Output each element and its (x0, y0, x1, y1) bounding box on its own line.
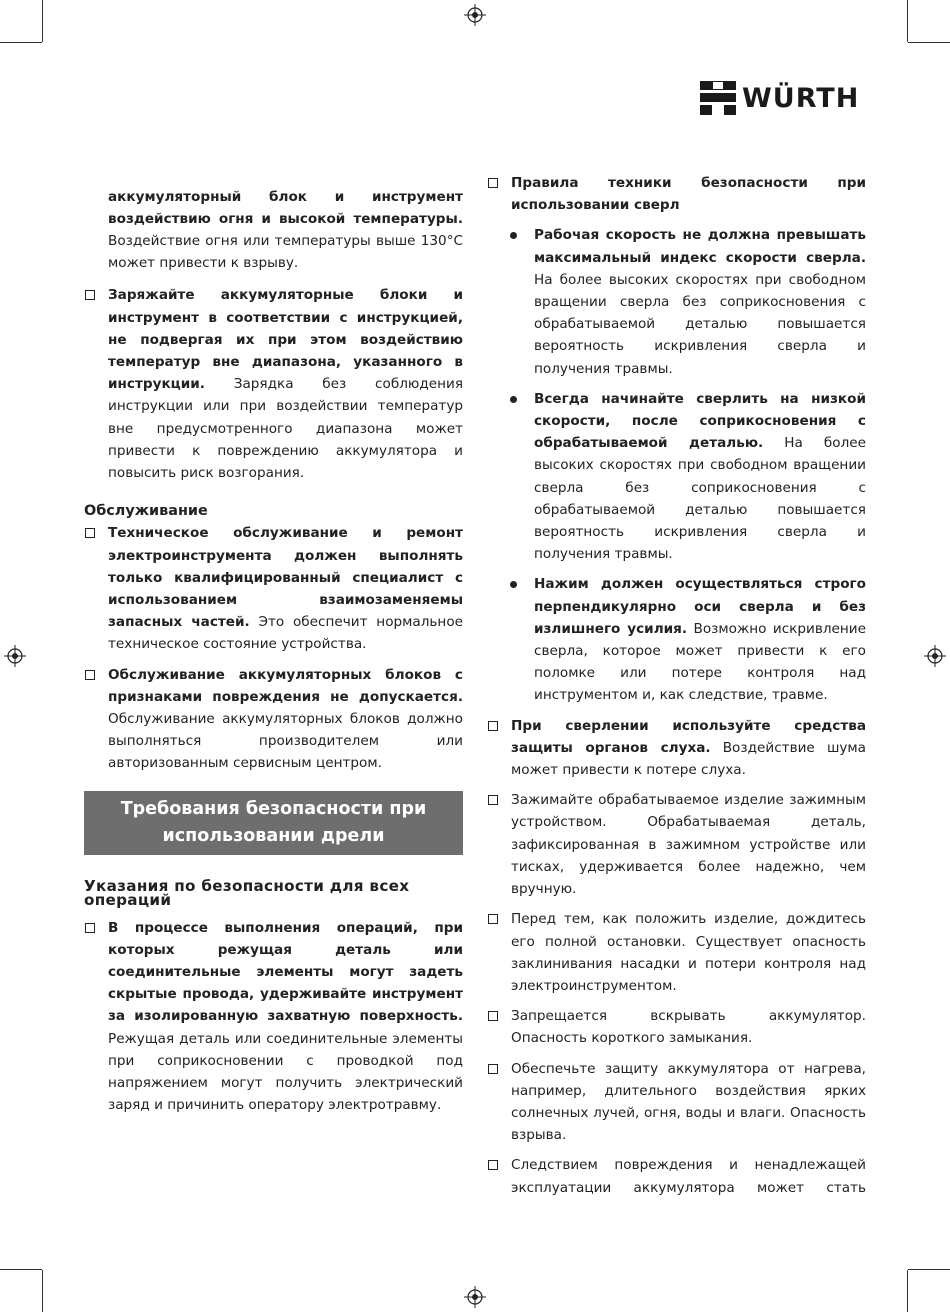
registration-mark-icon (464, 1286, 486, 1308)
body-text: Запрещается вскрывать аккумулятор. Опасность короткого замыкания. (511, 1008, 866, 1047)
crop-mark (907, 1270, 908, 1312)
body-text: Зажимайте обрабатываемое изделие зажимным устройством. Обрабатываемая деталь, зафиксированная в зажимном устройстве или тисках, удерживается более надежно, чем вручную. (511, 792, 866, 898)
bullet-icon (510, 232, 517, 239)
checkbox-item-drill-rules (487, 172, 866, 216)
bold-text: Правила техники безопасности при использовании сверл (511, 175, 866, 214)
body-text: Зарядка без соблюдения инструкции или при воздействии температур вне предусмотренного диапазона может привести к повреждению аккумулятора и повысить риск возгорания. (108, 376, 463, 482)
body-text: Возможно искривление сверла, которое может привести к его поломке или потере контроля над инструментом и, как следствие, травме. (534, 620, 866, 704)
checkbox-item-heat (487, 1058, 866, 1147)
checkbox-item-hidden-wires (84, 917, 463, 1117)
crop-mark (908, 1269, 950, 1270)
bold-text: Обслуживание аккумуляторных блоков с признаками повреждения не допускается. (108, 666, 463, 705)
checkbox-icon (85, 670, 95, 680)
crop-mark (42, 0, 43, 42)
checkbox-icon (85, 290, 95, 300)
bold-text: Заряжайте аккумуляторные блоки и инструмент в соответствии с инструкцией, не подвергая их при этом воздействию температур вне диапазона, указанного в инструкции. (108, 287, 463, 393)
wurth-emblem-icon (700, 81, 736, 115)
section-banner: Требования безопасности при использовании дрели (84, 791, 463, 855)
checkbox-icon (85, 528, 95, 538)
checkbox-item-damage (487, 1154, 866, 1198)
checkbox-item-hearing (487, 715, 866, 782)
bold-text: В процессе выполнения операций, при которых режущая деталь или соединительные элементы могут задеть скрытые провода, удерживайте инструмент за изолированную захватную поверхность. (108, 919, 463, 1025)
section-heading-operations: Указания по безопасности для всех операций (84, 876, 410, 909)
body-text: Обеспечьте защиту аккумулятора от нагрева, например, длительного воздействия ярких солнечных лучей, огня, воды и влаги. Опасность взрыва. (511, 1060, 866, 1144)
bold-text: Рабочая скорость не должна превышать максимальный индекс скорости сверла. (534, 227, 866, 266)
body-text: На более высоких скоростях при свободном вращении сверла без соприкосновения с обрабатываемой деталью повышается вероятность искривления сверла и получения травмы. (534, 435, 866, 563)
crop-mark (42, 1270, 43, 1312)
checkbox-icon (488, 1064, 498, 1074)
brand-logo (700, 80, 859, 116)
logo-text: WÜRTH (742, 82, 860, 114)
body-text: Воздействие шума может привести к потере слуха. (511, 739, 867, 779)
bullet-item-pressure (487, 573, 866, 706)
checkbox-icon (488, 795, 498, 805)
bullet-icon (510, 581, 517, 588)
checkbox-icon (488, 1160, 498, 1170)
checkbox-icon (488, 721, 498, 731)
bold-text: Техническое обслуживание и ремонт электроинструмента должен выполнять только квалифицированный специалист с использованием взаимозаменяемы запасных частей. (108, 525, 463, 631)
registration-mark-icon (924, 645, 946, 667)
left-column (84, 172, 463, 1125)
bold-text: Нажим должен осуществляться строго перпендикулярно оси сверла и без излишнего усилия. (534, 576, 866, 637)
body-text: На более высоких скоростях при свободном вращении сверла без соприкосновения с обрабатываемой деталью повышается вероятность искривления сверла и получения травмы. (534, 271, 866, 377)
registration-mark-icon (464, 4, 486, 26)
bold-text: Всегда начинайте сверлить на низкой скорости, после соприкосновения с обрабатываемой деталью. (534, 390, 866, 452)
checkbox-item-clamp (487, 789, 866, 900)
body-text: Следствием повреждения и ненадлежащей эксплуатации аккумулятора может стать (511, 1157, 866, 1196)
checkbox-item-service (84, 522, 463, 655)
crop-mark (0, 42, 42, 43)
body-text: Это обеспечит нормальное техническое состояние устройства. (108, 614, 463, 653)
registration-mark-icon (4, 645, 26, 667)
crop-mark (0, 1269, 42, 1270)
bold-text: аккумуляторный блок и инструмент воздействию огня и высокой температуры. (108, 188, 463, 227)
bullet-item-speed (487, 224, 866, 379)
checkbox-item-open-battery (487, 1005, 866, 1049)
body-text: Режущая деталь или соединительные элементы при соприкосновении с проводкой под напряжением могут получить электрический заряд и причинить оператору электротравму. (108, 1030, 463, 1114)
body-text: Обслуживание аккумуляторных блоков должно выполняться производителем или авторизованным сервисным центром. (108, 711, 463, 772)
right-column (487, 172, 866, 1207)
crop-mark (908, 42, 950, 43)
crop-mark (907, 0, 908, 42)
checkbox-icon (85, 923, 95, 933)
checkbox-item-charging (84, 284, 463, 484)
checkbox-icon (488, 914, 498, 924)
paragraph-fire-temperature (84, 186, 463, 275)
bullet-item-low-speed (487, 388, 866, 566)
checkbox-item-battery-service (84, 664, 463, 775)
bold-text: При сверлении используйте средства защиты органов слуха. (511, 717, 866, 756)
body-text: Перед тем, как положить изделие, дождитесь его полной остановки. Существует опасность заклинивания насадки и потери контроля над электроинструментом. (511, 911, 866, 994)
section-heading-service: Обслуживание (84, 503, 208, 520)
checkbox-item-stop (487, 908, 866, 997)
checkbox-icon (488, 178, 498, 188)
body-text: Воздействие огня или температуры выше 130°C может привести к взрыву. (108, 233, 463, 272)
bullet-icon (510, 396, 517, 403)
checkbox-icon (488, 1011, 498, 1021)
